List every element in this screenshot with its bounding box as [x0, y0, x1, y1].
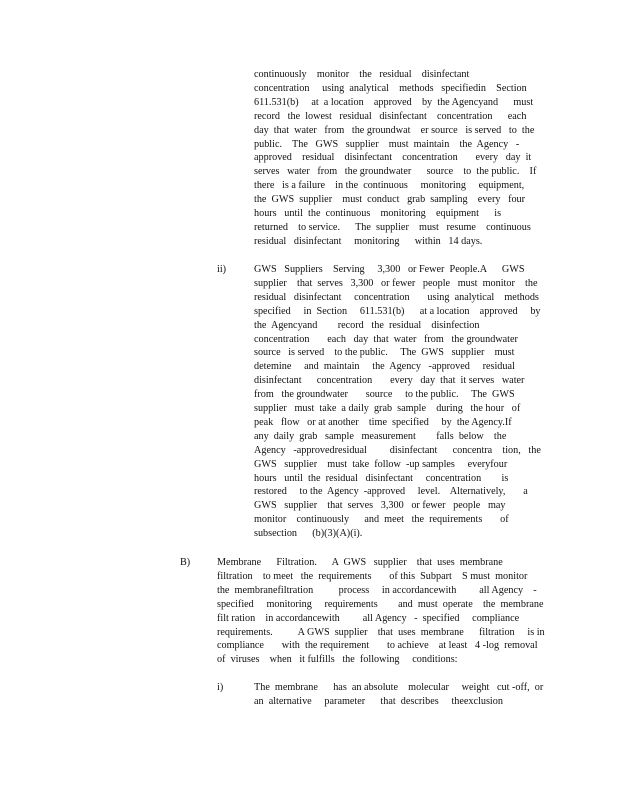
text-line: the Agencyand record the residual disinfection	[254, 319, 480, 331]
text-line: GWS supplier must take follow -up samples everyfour	[254, 458, 508, 470]
list-label-ii: ii)	[217, 264, 227, 275]
text-line: there is a failure in the continuous monitoring equipment,	[254, 180, 525, 192]
text-line: peak flow or at another time specified by the Agency.If	[254, 416, 512, 428]
text-line: specified monitoring requirements and must operate the membrane	[217, 598, 544, 610]
text-line: restored to the Agency -approved level. Alternatively, a	[254, 486, 528, 498]
text-line: from the groundwater source to the public. The GWS	[254, 389, 515, 401]
text-line: detemine and maintain the Agency -approved residual	[254, 361, 515, 373]
text-line: supplier must take a daily grab sample during the hour of	[254, 403, 521, 414]
text-line: specified in Section 611.531(b) at a location approved by	[254, 305, 541, 317]
text-line: disinfectant concentration every day that it serves water	[254, 375, 525, 387]
text-line: concentration using analytical methods specifiedin Section	[254, 82, 527, 94]
list-label-B: B)	[180, 557, 191, 568]
text-line: day that water from the groundwat er source is served to the	[254, 124, 535, 136]
text-line: residual disinfectant monitoring within 14 days.	[254, 235, 483, 247]
text-line: hours until the residual disinfectant concentration is	[254, 472, 509, 484]
text-line: filt ration in accordancewith all Agency - specified compliance	[217, 612, 520, 624]
text-line: hours until the continuous monitoring equipment is	[254, 208, 502, 219]
text-line: The membrane has an absolute molecular weight cut -off, or	[254, 682, 544, 693]
text-line: the membranefiltration process in accordancewith all Agency -	[217, 584, 537, 596]
text-line: Agency -approvedresidual disinfectant concentra tion, the	[254, 444, 541, 456]
text-line: continuously monitor the residual disinfectant	[254, 69, 470, 80]
text-line: record the lowest residual disinfectant concentration each	[254, 110, 527, 122]
text-line: Membrane Filtration. A GWS supplier that uses membrane	[217, 557, 503, 568]
text-line: any daily grab sample measurement falls below the	[254, 430, 507, 442]
text-line: of viruses when it fulfills the following conditions:	[217, 654, 458, 666]
list-label-i: i)	[217, 682, 224, 693]
text-line: 611.531(b) at a location approved by the Agencyand must	[254, 96, 534, 108]
text-line: the GWS supplier must conduct grab sampling every four	[254, 194, 526, 206]
text-line: GWS supplier that serves 3,300 or fewer people may	[254, 500, 506, 512]
text-line: filtration to meet the requirements of this Subpart S must monitor	[217, 570, 528, 582]
text-line: an alternative parameter that describes theexclusion	[254, 695, 503, 707]
text-line: supplier that serves 3,300 or fewer people must monitor the	[254, 277, 538, 289]
text-line: source is served to the public. The GWS supplier must	[254, 347, 515, 359]
text-line: compliance with the requirement to achieve at least 4 -log removal	[217, 640, 538, 652]
text-line: GWS Suppliers Serving 3,300 or Fewer People.A GWS	[254, 264, 525, 275]
text-line: monitor continuously and meet the requirements of	[254, 514, 509, 526]
text-line: public. The GWS supplier must maintain the Agency -	[254, 138, 520, 150]
text-line: residual disinfectant concentration using analytical methods	[254, 291, 539, 303]
text-line: approved residual disinfectant concentration every day it	[254, 152, 532, 164]
text-line: subsection (b)(3)(A)(i).	[254, 528, 363, 540]
text-line: requirements. A GWS supplier that uses membrane filtration is in	[217, 626, 545, 638]
text-line: concentration each day that water from the groundwater	[254, 333, 518, 345]
text-line: returned to service. The supplier must resume continuous	[254, 221, 531, 233]
text-line: serves water from the groundwater source to the public. If	[254, 166, 537, 178]
